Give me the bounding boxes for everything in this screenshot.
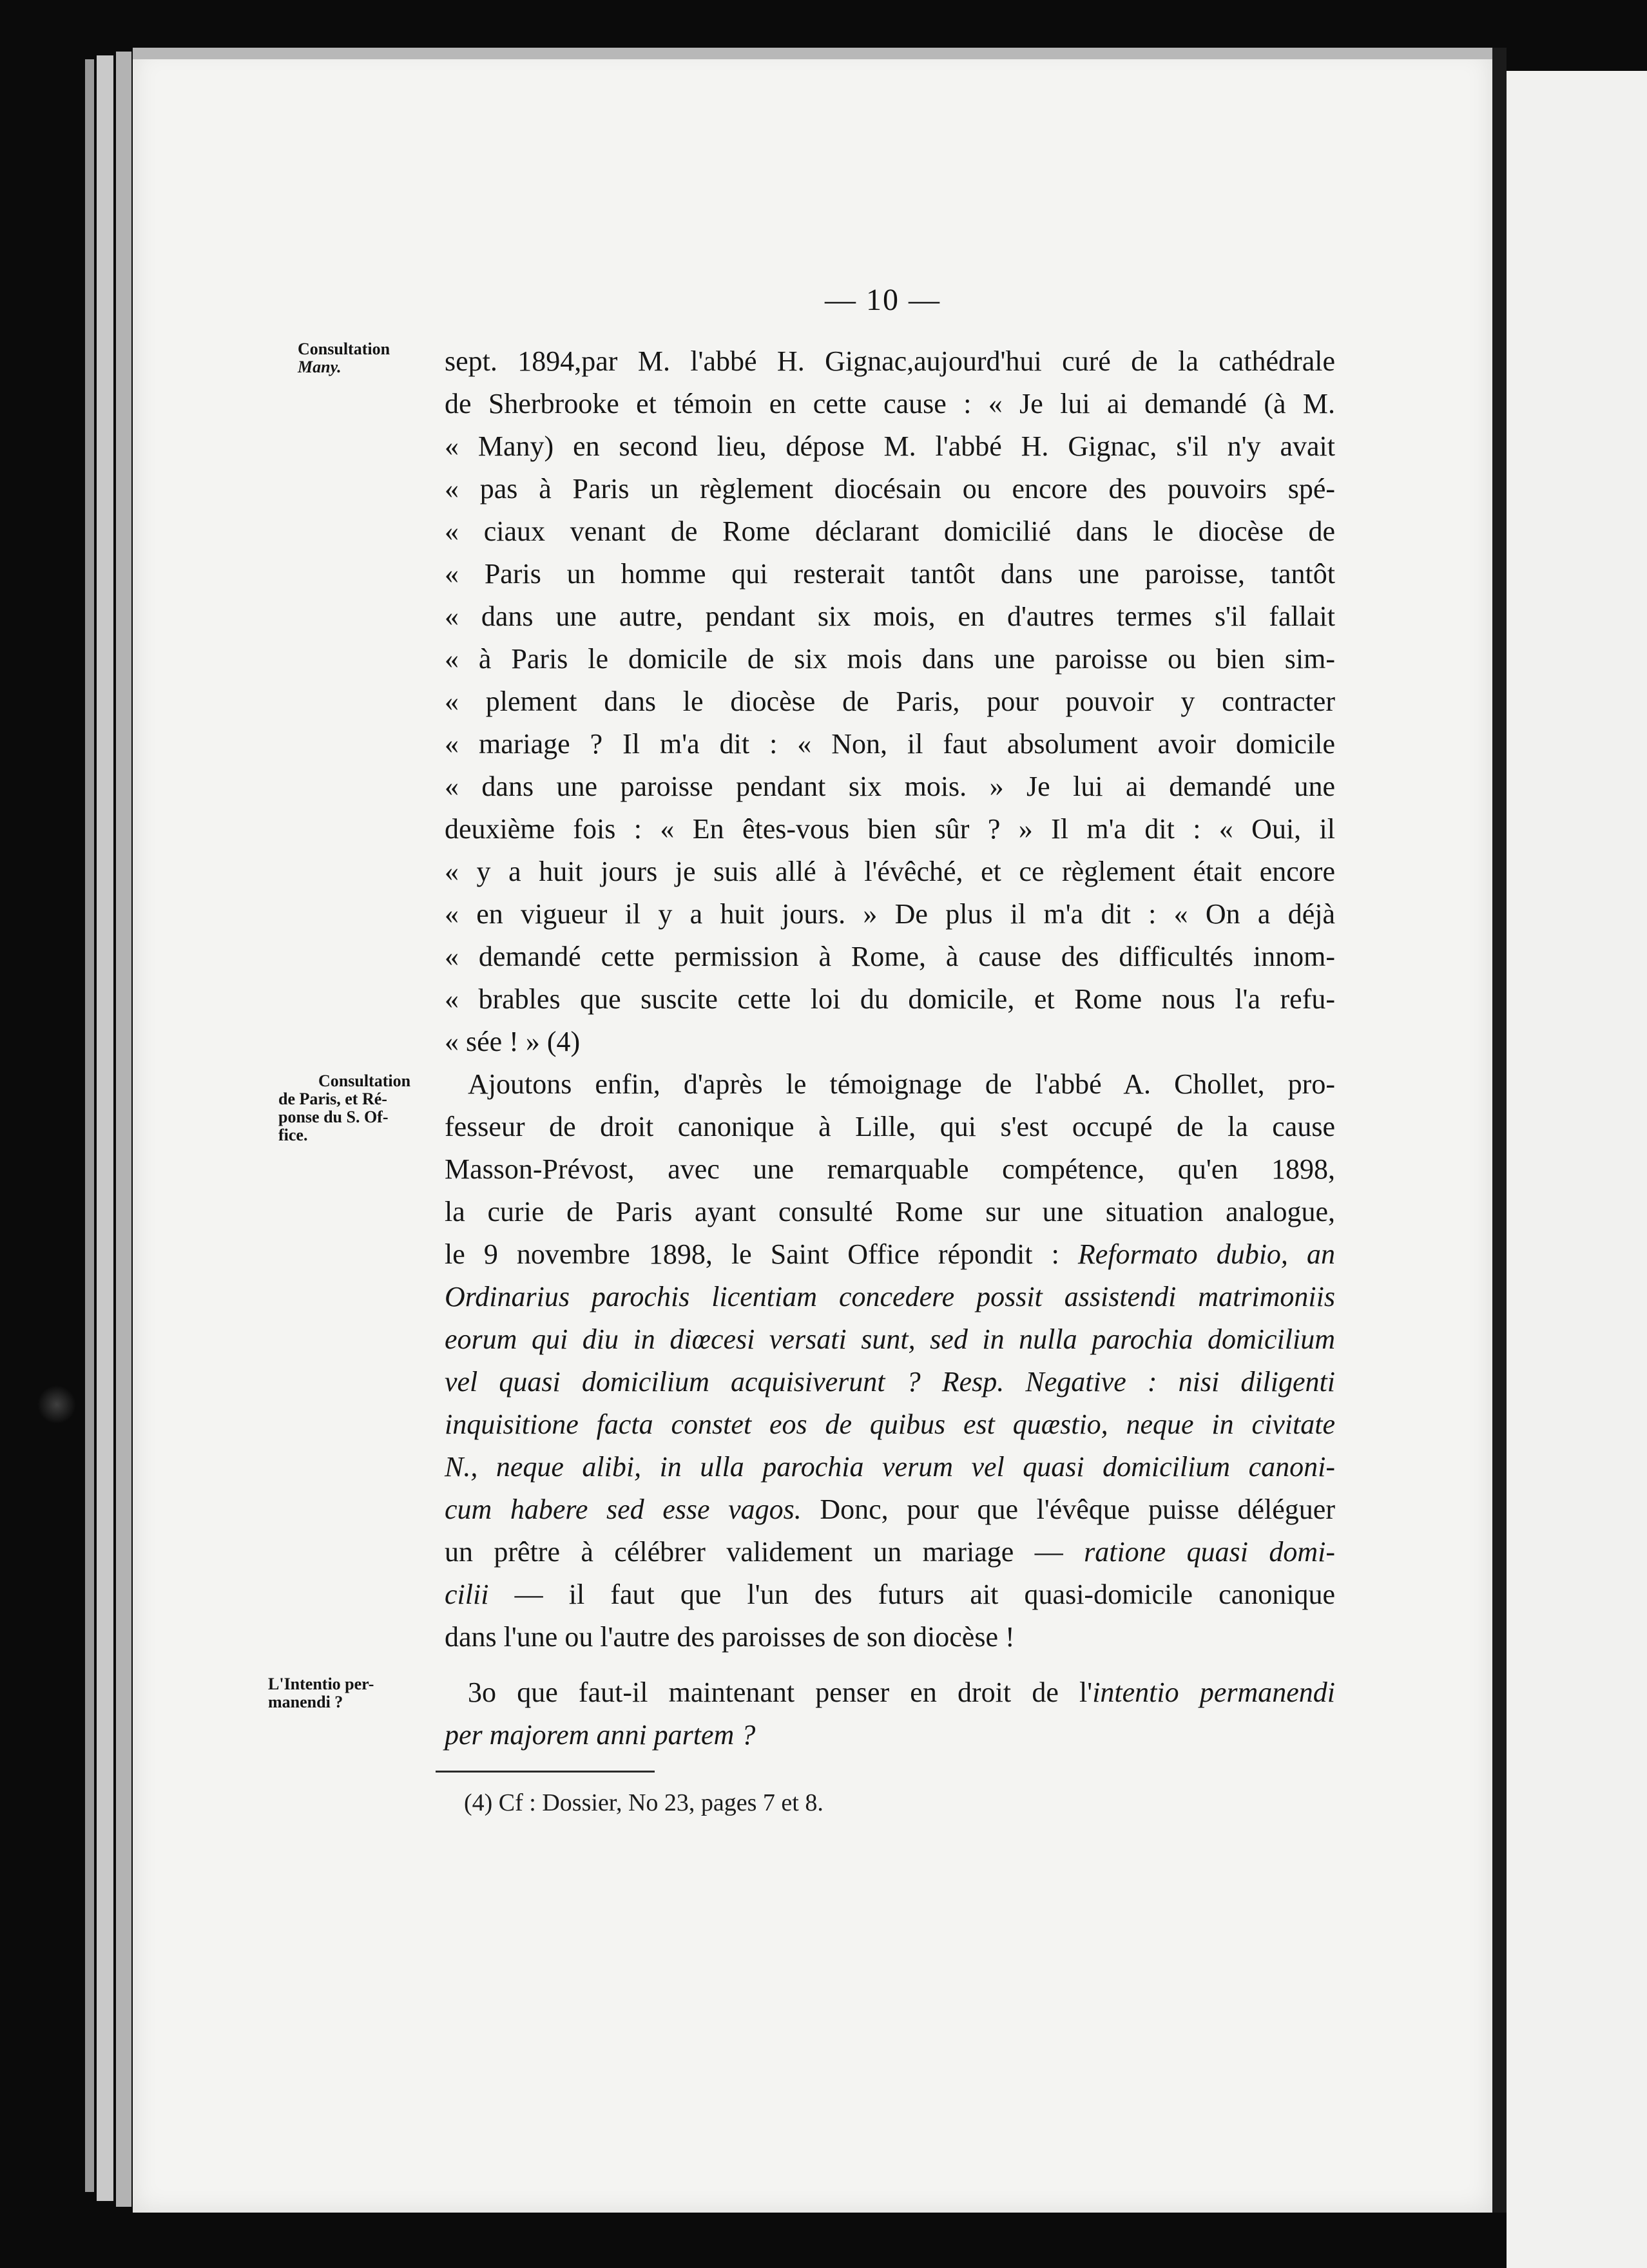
text-line [445,1573,1335,1616]
text-line: « pas à Paris un règlement diocésain ou encore des pouvoirs spé- [445,473,1335,505]
adjacent-page [1507,71,1647,2268]
text-line: la curie de Paris ayant consulté Rome sur une situation analogue, [445,1196,1335,1227]
margin-note-line: manendi ? [268,1693,343,1711]
latin-text-line: Ordinarius parochis licentiam concedere possit assistendi matrimoniis [445,1281,1335,1312]
text-line [445,1671,1335,1714]
text-run: un prêtre à célébrer validement un mariage — [445,1536,1084,1568]
text-line [445,1233,1335,1276]
text-line: « demandé cette permission à Rome, à cause des difficultés innom- [445,941,1335,972]
text-line: « brables que suscite cette loi du domicile, et Rome nous l'a refu- [445,983,1335,1015]
page-top-shadow [133,48,1492,59]
latin-text-run: cilii [445,1579,489,1610]
margin-note-consultation-many [298,340,390,376]
text-line: « Paris un homme qui resterait tantôt dans une paroisse, tantôt [445,558,1335,590]
text-run: 3o que faut-il maintenant penser en droit de l' [468,1677,1093,1708]
latin-text-line: vel quasi domicilium acquisiverunt ? Resp. Negative : nisi diligenti [445,1366,1335,1398]
margin-note-intentio [268,1675,374,1711]
margin-note-line: Many. [298,358,342,376]
text-line: « dans une paroisse pendant six mois. » Je lui ai demandé une [445,771,1335,802]
margin-note-line: Consultation [318,1072,411,1090]
latin-text-run: ratione quasi domi- [1084,1536,1335,1568]
page-number: — 10 — [825,283,941,317]
footnote-divider [436,1771,655,1773]
paragraph-testimony [445,340,1335,1063]
text-line: fesseur de droit canonique à Lille, qui s'est occupé de la cause [445,1111,1335,1142]
text-line: sept. 1894,par M. l'abbé H. Gignac,aujourd'hui curé de la cathédrale [445,345,1335,377]
text-line: « sée ! » (4) [445,1026,581,1057]
text-run: Donc, pour que l'évêque puisse déléguer [801,1494,1335,1525]
paragraph-intentio [445,1671,1335,1756]
text-line: « y a huit jours je suis allé à l'évêché, et ce règlement était encore [445,856,1335,887]
scan-smudge [37,1385,76,1424]
paragraph-saint-office [445,1063,1335,1658]
text-line: de Sherbrooke et témoin en cette cause : « Je lui ai demandé (à M. [445,388,1335,419]
footnote: (4) Cf : Dossier, No 23, pages 7 et 8. [464,1789,824,1816]
margin-note-line: ponse du S. Of- [278,1108,389,1126]
text-line: « à Paris le domicile de six mois dans une paroisse ou bien sim- [445,643,1335,675]
text-line: Masson-Prévost, avec une remarquable compétence, qu'en 1898, [445,1153,1335,1185]
text-line: dans l'une ou l'autre des paroisses de son diocèse ! [445,1621,1015,1653]
latin-text-line: N., neque alibi, in ulla parochia verum vel quasi domicilium canoni- [445,1451,1335,1483]
margin-note-line: L'Intentio per- [268,1675,374,1693]
book-spine [1492,48,1507,2213]
latin-text-line: eorum qui diu in diœcesi versati sunt, sed in nulla parochia domicilium [445,1323,1335,1355]
margin-note-line: Consultation [298,340,390,358]
text-line: « en vigueur il y a huit jours. » De plus il m'a dit : « On a déjà [445,898,1335,930]
margin-note-consultation-paris [278,1072,410,1144]
latin-text-run: Reformato dubio, an [1077,1238,1335,1270]
latin-text-run: cum habere sed esse vagos. [445,1494,802,1525]
text-line: « ciaux venant de Rome déclarant domicilié dans le diocèse de [445,515,1335,547]
text-line: « dans une autre, pendant six mois, en d'autres termes s'il fallait [445,601,1335,632]
margin-note-line: de Paris, et Ré- [278,1090,387,1108]
text-line: « plement dans le diocèse de Paris, pour pouvoir y contracter [445,686,1335,717]
text-line [445,1531,1335,1573]
page-edge [85,59,94,2192]
text-line: « Many) en second lieu, dépose M. l'abbé H. Gignac, s'il n'y avait [445,430,1335,462]
page-edge [97,55,113,2201]
text-line: deuxième fois : « En êtes-vous bien sûr ? » Il m'a dit : « Oui, il [445,813,1335,845]
latin-text-run: intentio permanendi [1092,1677,1336,1708]
margin-note-line: fice. [278,1126,308,1144]
text-run: — il faut que l'un des futurs ait quasi-domicile canonique [488,1579,1335,1610]
text-run: le 9 novembre 1898, le Saint Office répondit : [445,1238,1078,1270]
text-line: « mariage ? Il m'a dit : « Non, il faut absolument avoir domicile [445,728,1335,760]
latin-text-line: inquisitione facta constet eos de quibus est quæstio, neque in civitate [445,1408,1335,1440]
text-line [445,1488,1335,1531]
text-line: Ajoutons enfin, d'après le témoignage de l'abbé A. Chollet, pro- [468,1068,1335,1100]
page-edge [116,52,131,2207]
latin-text-line: per majorem anni partem ? [445,1719,756,1751]
